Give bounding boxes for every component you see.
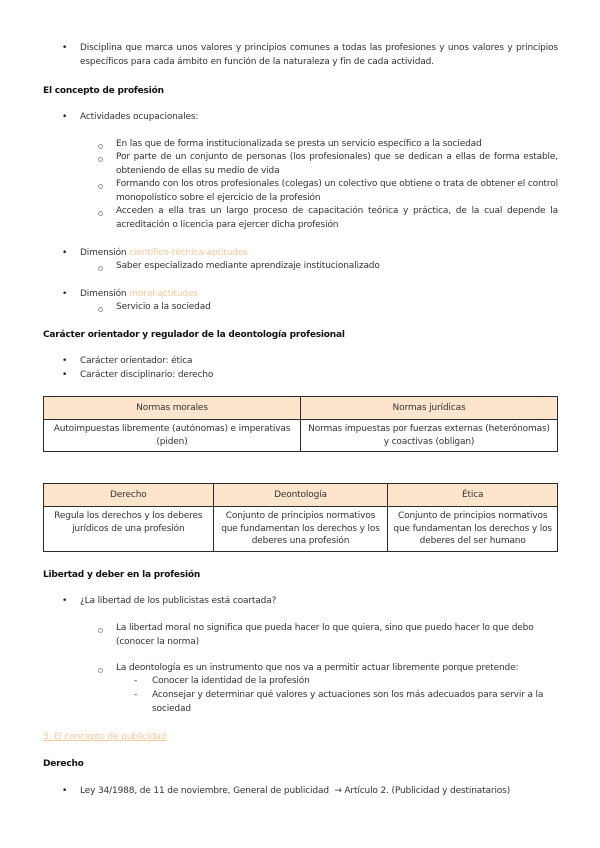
heading-derecho: Derecho: [43, 759, 84, 769]
circle-bullet-icon: [98, 211, 103, 216]
table-normas: [43, 396, 558, 452]
actividades-item: Formando con los otros profesionales (colegas) un colectivo que obtiene o trata de obtener el control monopolístico sobre el ejercicio de la profesión: [116, 179, 558, 203]
actividades-item: Acceden a ella tras un largo proceso de capacitación teórica y práctica, de la cual depende la acreditación o licencia para ejercer dicha profesión: [116, 206, 558, 230]
dimension-moral-item: Servicio a la sociedad: [116, 302, 211, 312]
dash-item: Aconsejar y determinar qué valores y actuaciones son los más adecuados para servir a la sociedad: [152, 690, 544, 714]
table-header-cell: Derecho: [44, 484, 214, 507]
table-row: [44, 420, 558, 452]
dimension-cientifica-item: Saber especializado mediante aprendizaje institucionalizado: [116, 261, 380, 271]
bullet-icon: •: [62, 786, 68, 796]
link-concepto-publicidad[interactable]: 3. El concepto de publicidad: [43, 732, 167, 742]
dash-bullet-icon: -: [134, 690, 138, 700]
dimension-moral: [80, 288, 198, 302]
libertad-sub-item: La libertad moral no significa que pueda hacer lo que quiera, sino que puedo hacer lo que debo (conocer la norma): [116, 623, 534, 647]
table-cell: Conjunto de principios normativos que fundamentan los derechos y los deberes una profesión: [213, 507, 388, 552]
table-cell: Autoimpuestas libremente (autónomas) e imperativas (piden): [44, 420, 301, 452]
dimension-prefix: Dimensión: [80, 289, 127, 299]
circle-bullet-icon: [98, 307, 103, 312]
circle-bullet-icon: [98, 266, 103, 271]
circle-bullet-icon: [98, 184, 103, 189]
circle-bullet-icon: [98, 628, 103, 633]
heading-caracter: Carácter orientador y regulador de la deontología profesional: [43, 330, 345, 340]
actividades-label: Actividades ocupacionales:: [80, 112, 199, 122]
dimension-highlight: científico-técnica-aptitudes: [129, 248, 248, 258]
circle-bullet-icon: [98, 144, 103, 149]
table-header-row: [44, 397, 558, 420]
table-header-cell: Ética: [388, 484, 558, 507]
libertad-sub-item: La deontología es un instrumento que nos va a permitir actuar libremente porque pretende:: [116, 663, 519, 673]
table-row: [44, 507, 558, 552]
bullet-icon: •: [62, 596, 68, 606]
bullet-icon: •: [62, 356, 68, 366]
actividades-item: Por parte de un conjunto de personas (los profesionales) que se dedican a ellas de forma estable, obteniendo de ellas su medio de vida: [116, 152, 558, 176]
caracter-item: Carácter disciplinario: derecho: [80, 370, 214, 380]
bullet-icon: •: [62, 289, 68, 299]
circle-bullet-icon: [98, 157, 103, 162]
heading-libertad: Libertad y deber en la profesión: [43, 570, 201, 580]
bullet-icon: •: [62, 112, 68, 122]
bullet-icon: •: [62, 43, 68, 53]
dash-item: Conocer la identidad de la profesión: [152, 676, 310, 686]
libertad-question: ¿La libertad de los publicistas está coartada?: [80, 596, 277, 606]
dimension-highlight: moral-actitudes: [129, 289, 198, 299]
actividades-item: En las que de forma institucionalizada se presta un servicio específico a la sociedad: [116, 139, 482, 149]
table-header-cell: Normas jurídicas: [301, 397, 558, 420]
table-header-row: [44, 484, 558, 507]
dimension-cientifica: [80, 247, 248, 261]
table-header-cell: Deontología: [213, 484, 388, 507]
table-header-cell: Normas morales: [44, 397, 301, 420]
heading-concepto-profesion: El concepto de profesión: [43, 86, 164, 96]
dimension-prefix: Dimensión: [80, 248, 127, 258]
table-cell: Conjunto de principios normativos que fundamentan los derechos y los deberes del ser humano: [388, 507, 558, 552]
table-cell: Regula los derechos y los deberes jurídicos de una profesión: [44, 507, 214, 552]
dash-bullet-icon: -: [134, 676, 138, 686]
bullet-icon: •: [62, 248, 68, 258]
intro-bullet-text: Disciplina que marca unos valores y principios comunes a todas las profesiones y unos valores y principios específicos para cada ámbito en función de la naturaleza y fin de cada actividad.: [80, 43, 558, 67]
publicidad-item: Ley 34/1988, de 11 de noviembre, General de publicidad → Artículo 2. (Publicidad y destinatarios): [80, 786, 511, 796]
table-cell: Normas impuestas por fuerzas externas (heterónomas) y coactivas (obligan): [301, 420, 558, 452]
table-disciplinas: [43, 483, 558, 552]
caracter-item: Carácter orientador: ética: [80, 356, 193, 366]
circle-bullet-icon: [98, 668, 103, 673]
bullet-icon: •: [62, 370, 68, 380]
